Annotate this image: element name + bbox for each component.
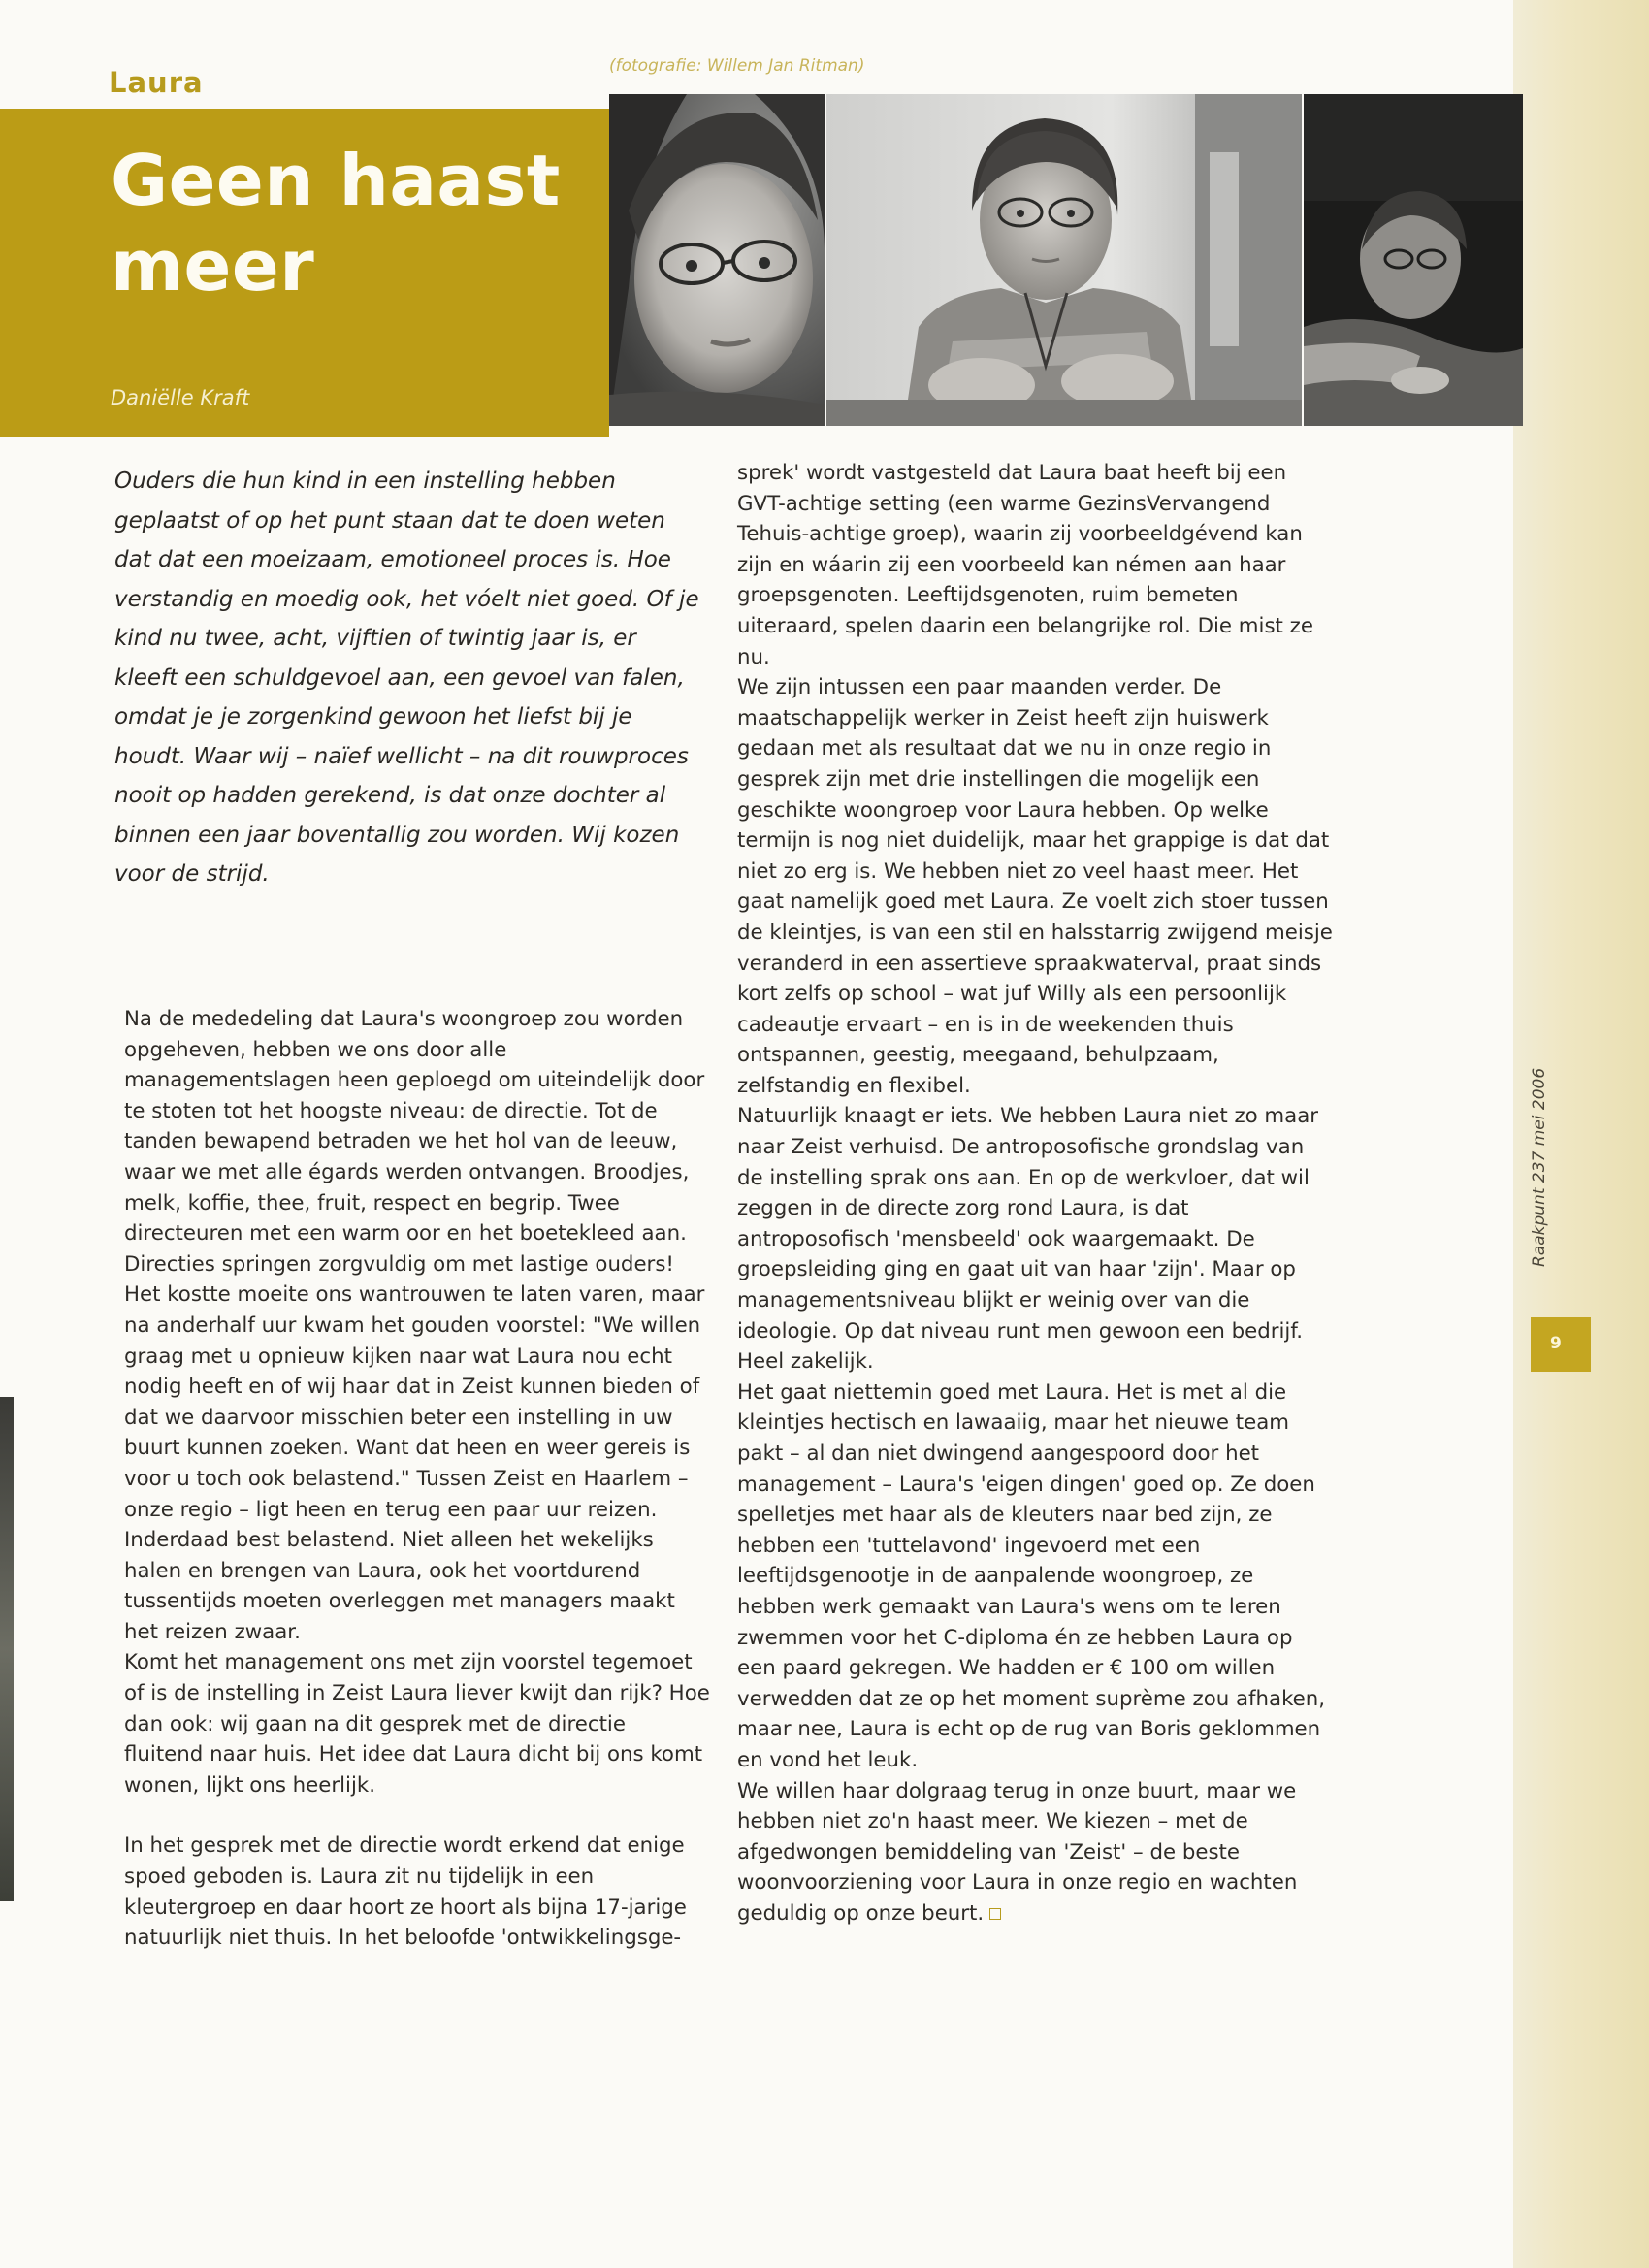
page-number: 9 <box>1550 1334 1562 1353</box>
body-paragraph: sprek' wordt vastgesteld dat Laura baat heeft bij een GVT-achtige setting (een warme GezinsVervangend Tehuis-achtige groep), waarin zij voorbeeldgévend kan zijn en wáarin zij een voorbeeld kan némen aan haar groepsgenoten. Leeftijdsgenoten, ruim bemeten uiteraard, spelen daarin een belangrijke rol. Die mist ze nu. <box>737 461 1313 669</box>
photo-portrait-smiling-image <box>609 94 824 426</box>
end-mark-icon <box>989 1908 1001 1920</box>
scan-edge-strip <box>0 1397 14 1901</box>
body-paragraph: Na de mededeling dat Laura's woongroep zou worden opgeheven, hebben we ons door alle managementslagen heen geploegd om uiteindelijk door te stoten tot het hoogste niveau: de directie. Tot de tanden bewapend betraden we het hol van de leeuw, waar we met alle égards werden ontvangen. Broodjes, melk, koffie, thee, fruit, respect en begrip. Twee directeuren met een warm oor en het boetekleed aan. Directies springen zorgvuldig om met lastige ouders! <box>124 1007 705 1277</box>
body-paragraph: Natuurlijk knaagt er iets. We hebben Laura niet zo maar naar Zeist verhuisd. De antroposofische grondslag van de instelling sprak ons aan. En op de werkvloer, dat wil zeggen in de directe zorg rond Laura, is dat antroposofisch 'mensbeeld' ook waargemaakt. De groepsleiding ging en gaat uit van haar 'zijn'. Maar op managementsniveau blijkt er weinig over van die ideologie. Op dat niveau runt men gewoon een bedrijf. Heel zakelijk. <box>737 1104 1319 1375</box>
photo-portrait-table-image <box>826 94 1302 426</box>
section-label: Laura <box>109 66 204 99</box>
article-title <box>111 138 596 308</box>
intro-paragraph: Ouders die hun kind in een instelling hebben geplaatst of op het punt staan dat te doen weten dat dat een moeizaam, emotioneel proces is. Hoe verstandig en moedig ook, het vóelt niet goed. Of je kind nu twee, acht, vijftien of twintig jaar is, er kleeft een schuldgevoel aan, een gevoel van falen, omdat je je zorgenkind gewoon het liefst bij je houdt. Waar wij – naïef wellicht – na dit rouwproces nooit op hadden gerekend, is dat onze dochter al binnen een jaar boventallig zou worden. Wij kozen voor de strijd. <box>114 469 699 887</box>
photo-portrait-table <box>826 94 1302 426</box>
body-paragraph-last <box>737 1776 1333 1929</box>
body-column-left <box>124 1004 710 1954</box>
body-paragraph: We zijn intussen een paar maanden verder. De maatschappelijk werker in Zeist heeft zijn huiswerk gedaan met als resultaat dat we nu in onze regio in gesprek zijn met drie instellingen die mogelijk een geschikte woongroep voor Laura hebben. Op welke termijn is nog niet duidelijk, maar het grappige is dat dat niet zo erg is. We hebben niet zo veel haast meer. Het gaat namelijk goed met Laura. Ze voelt zich stoer tussen de kleintjes, is van een stil en halsstarrig zwijgend meisje veranderd in een assertieve spraakwaterval, praat sinds kort zelfs op school – wat juf Willy als een persoonlijk cadeautje ervaart – en is in de weekenden thuis ontspannen, geestig, meegaand, behulpzaam, zelfstandig en flexibel. <box>737 675 1333 1098</box>
photo-portrait-smiling <box>609 94 824 426</box>
closing-text: We willen haar dolgraag terug in onze buurt, maar we hebben niet zo'n haast meer. We kiezen – met de afgedwongen bemiddeling van 'Zeist' – de beste woonvoorziening voor Laura in onze regio en wachten geduldig op onze beurt. <box>737 1778 1298 1926</box>
photo-portrait-profile <box>1304 94 1523 426</box>
title-line-1: Geen haast <box>111 140 561 221</box>
body-paragraph: In het gesprek met de directie wordt erkend dat enige spoed geboden is. Laura zit nu tijdelijk in een kleutergroep en daar hoort ze hoort als bijna 17-jarige natuurlijk niet thuis. In het beloofde 'ontwikkelingsge- <box>124 1833 687 1951</box>
body-paragraph: Het kostte moeite ons wantrouwen te laten varen, maar na anderhalf uur kwam het gouden voorstel: "We willen graag met u opnieuw kijken naar wat Laura nou echt nodig heeft en of wij haar dat in Zeist kunnen bieden of dat we daarvoor misschien beter een instelling in uw buurt kunnen zoeken. Want dat heen en weer gereis is voor u toch ook belastend." Tussen Zeist en Haarlem – onze regio – ligt heen en terug een paar uur reizen. Inderdaad best belastend. Niet alleen het wekelijks halen en brengen van Laura, ook het voortdurend tussentijds moeten overleggen met managers maakt het reizen zwaar. <box>124 1282 705 1644</box>
article-intro <box>114 462 706 894</box>
photo-portrait-profile-image <box>1304 94 1523 426</box>
author-byline: Daniëlle Kraft <box>111 386 250 409</box>
photo-credit: (fotografie: Willem Jan Ritman) <box>609 56 865 76</box>
body-column-right <box>737 458 1333 1929</box>
body-paragraph: Het gaat niettemin goed met Laura. Het is met al die kleintjes hectisch en lawaaiig, maar het nieuwe team pakt – al dan niet dwingend aangespoord door het management – Laura's 'eigen dingen' goed op. Ze doen spelletjes met haar als de kleuters naar bed zijn, ze hebben een 'tuttelavond' ingevoerd met een leeftijdsgenootje in de aanpalende woongroep, ze hebben werk gemaakt van Laura's wens om te leren zwemmen voor het C-diploma én ze hebben Laura op een paard gekregen. We hadden er € 100 om willen verwedden dat ze op het moment suprème zou afhaken, maar nee, Laura is echt op de rug van Boris geklommen en vond het leuk. <box>737 1379 1326 1772</box>
issue-caption: Raakpunt 237 mei 2006 <box>1530 1067 1549 1267</box>
title-line-2: meer <box>111 225 315 307</box>
body-paragraph: Komt het management ons met zijn voorstel tegemoet of is de instelling in Zeist Laura liever kwijt dan rijk? Hoe dan ook: wij gaan na dit gesprek met de directie fluitend naar huis. Het idee dat Laura dicht bij ons komt wonen, lijkt ons heerlijk. <box>124 1650 710 1798</box>
